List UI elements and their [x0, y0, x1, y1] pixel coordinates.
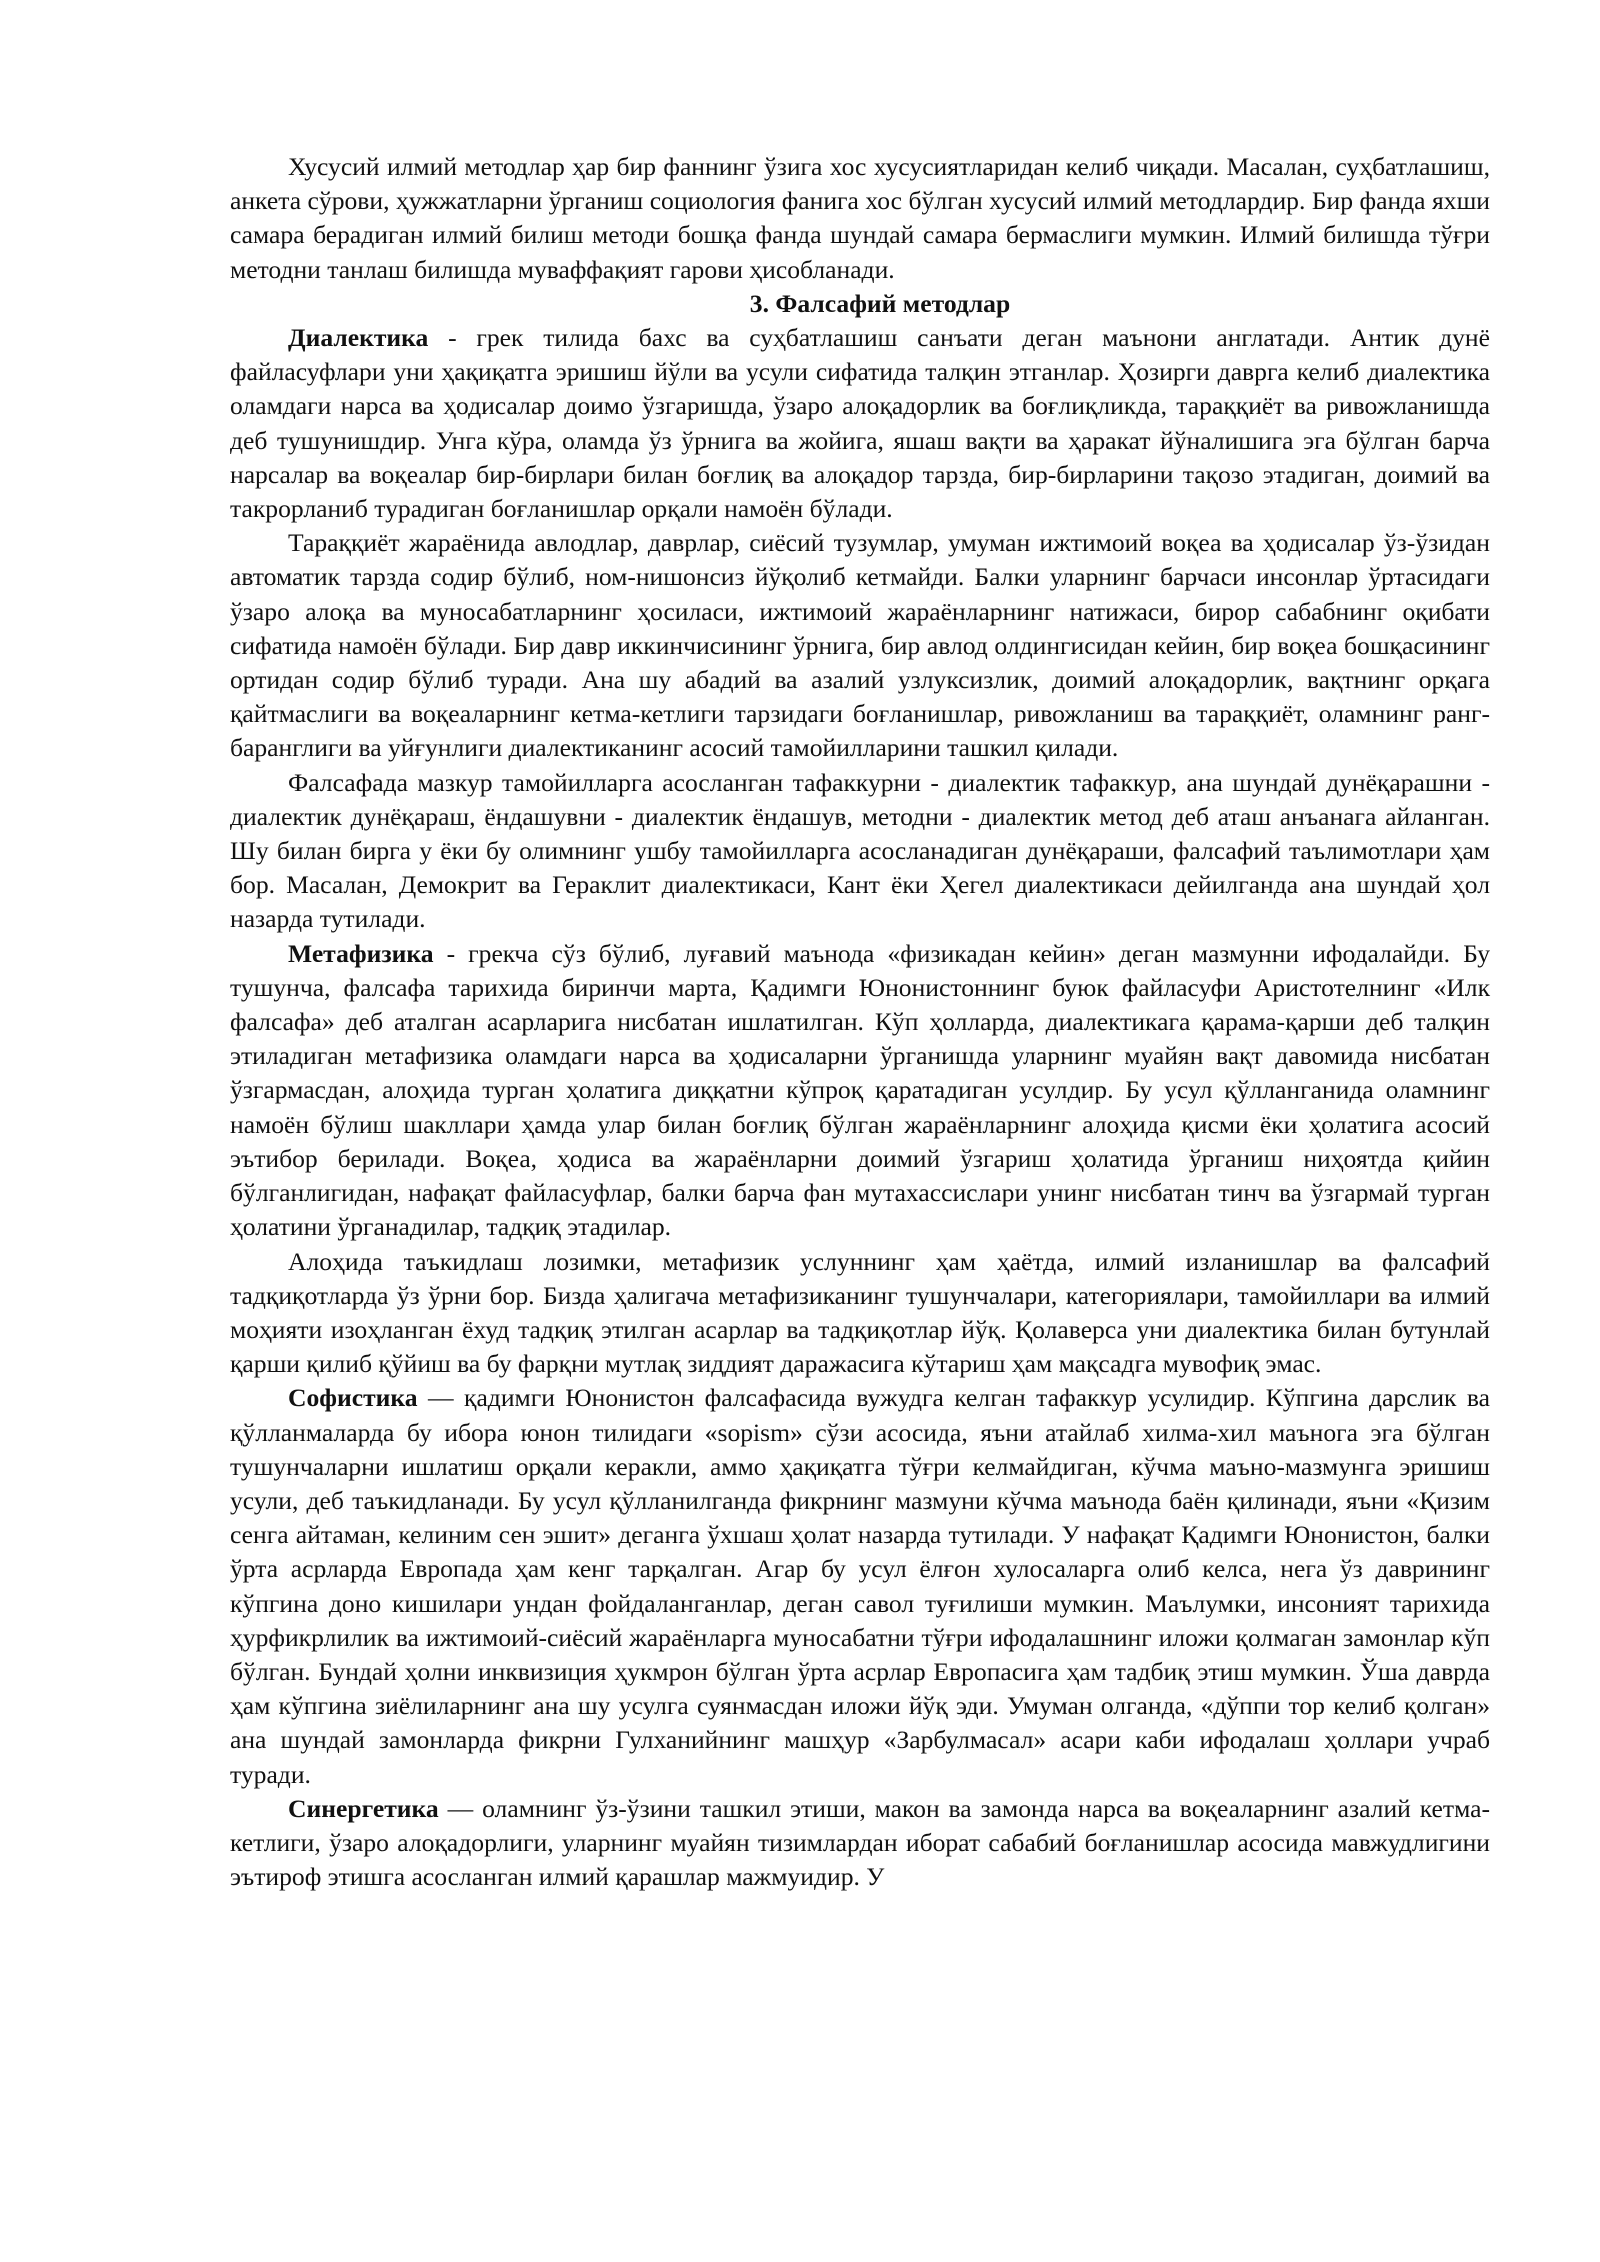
paragraph-text: — қадимги Юнонистон фалсафасида вужудга келган тафаккур усулидир. Кўпгина дарслик ва қўлланмаларда бу ибора юнон тилидаги «sopism» сўзи асосида, яъни атайлаб хилма-хил маънога эга бўлган тушунчаларни ишлатиш орқали керакли, аммо ҳақиқатга тўғри келмайдиган, кўчма маъно-мазмунга эришиш усули, деб таъкидланади. Бу усул қўлланилганда фикрнинг мазмуни кўчма маънода баён қилинади, яъни «Қизим сенга айтаман, келиним сен эшит» деганга ўхшаш ҳолат назарда тутилади. У нафақат Қадимги Юнонистон, балки ўрта асрларда Европада ҳам кенг тарқалган. Агар бу усул ёлғон хулосаларга олиб келса, нега ўз даврининг кўпгина доно кишилари ундан фойдаланганлар, деган савол туғилиши мумкин. Маълумки, инсоният тарихида ҳурфикрлилик ва ижтимоий-сиёсий жараёнларга муносабатни тўғри ифодалашнинг иложи қолмаган замонлар кўп бўлган. Бундай ҳолни инквизиция ҳукмрон бўлган ўрта асрлар Европасига ҳам тадбиқ этиш мумкин. Ўша даврда ҳам кўпгина зиёлиларнинг ана шу усулга суянмасдан иложи йўқ эди. Умуман олганда, «дўппи тор келиб қолган» ана шундай замонларда фикрни Гулханийнинг машҳур «Зарбулмасал» асари каби ифодалаш ҳоллари учраб туради. [230, 1383, 1490, 1789]
paragraph-dialectical-thinking [230, 766, 1490, 937]
paragraph-text: Алоҳида таъкидлаш лозимки, метафизик услуннинг ҳам ҳаётда, илмий изланишлар ва фалсафий тадқиқотларда ўз ўрни бор. Бизда ҳалигача метафизиканинг тушунчалари, категориялари, тамойиллари ва илмий моҳияти изоҳланган ёхуд тадқиқ этилган асарлар ва тадқиқотлар йўқ. Қолаверса уни диалектика билан бутунлай қарши қилиб қўйиш ва бу фарқни мутлақ зиддият даражасига кўтариш ҳам мақсадга мувофиқ эмас. [230, 1246, 1490, 1379]
paragraph-private-methods [230, 150, 1490, 287]
paragraph-text: - грекча сўз бўлиб, луғавий маънода «физикадан кейин» деган мазмунни ифодалайди. Бу тушунча, фалсафа тарихида биринчи марта, Қадимги Юнонистоннинг буюк файласуфи Аристотелнинг «Илк фалсафа» деб аталган асарларига нисбатан ишлатилган. Кўп ҳолларда, диалектикага қарама-қарши деб талқин этиладиган метафизика оламдаги нарса ва ҳодисаларни ўрганишда уларнинг муайян вақт давомида нисбатан ўзгармасдан, алоҳида турган ҳолатига диққатни кўпроқ қаратадиган усулдир. Бу усул қўлланганида оламнинг намоён бўлиш шакллари ҳамда улар билан боғлиқ бўлган жараёнларнинг алоҳида қисми ёки ҳолатига асосий эътибор берилади. Воқеа, ҳодиса ва жараёнларни доимий ўзгариш ҳолатида ўрганиш ниҳоятда қийин бўлганлигидан, нафақат файласуфлар, балки барча фан мутахассислари унинг нисбатан тинч ва ўзгармай турган ҳолатини ўрганадилар, тадқиқ этадилар. [230, 938, 1490, 1242]
paragraph-synergetics [230, 1792, 1490, 1895]
paragraph-dialectics [230, 321, 1490, 526]
term-sophistry: Софистика [288, 1383, 418, 1413]
paragraph-text: - грек тилида бахс ва суҳбатлашиш санъати деган маънони англатади. Антик дунё файласуфлари уни ҳақиқатга эришиш йўли ва усули сифатида талқин этганлар. Ҳозирги даврга келиб диалектика оламдаги нарса ва ҳодисалар доимо ўзгаришда, ўзаро алоқадорлик ва боғлиқликда, тараққиёт ва ривожланишда деб тушунишдир. Унга кўра, оламда ўз ўрнига ва жойига, яшаш вақти ва ҳаракат йўналишига эга бўлган барча нарсалар ва воқеалар бир-бирлари билан боғлиқ ва алоқадор тарзда, бир-бирларини тақозо этадиган, доимий ва такрорланиб турадиган боғланишлар орқали намоён бўлади. [230, 323, 1490, 524]
paragraph-text: Тараққиёт жараёнида авлодлар, даврлар, сиёсий тузумлар, умуман ижтимоий воқеа ва ҳодисалар ўз-ўзидан автоматик тарзда содир бўлиб, ном-нишонсиз йўқолиб кетмайди. Балки уларнинг барчаси инсонлар ўртасидаги ўзаро алоқа ва муносабатларнинг ҳосиласи, ижтимоий жараёнларнинг натижаси, бирор сабабнинг оқибати сифатида намоён бўлади. Бир давр иккинчисининг ўрнига, бир авлод олдингисидан кейин, бир воқеа бошқасининг ортидан содир бўлиб туради. Ана шу абадий ва азалий узлуксизлик, доимий алоқадорлик, вақтнинг орқага қайтмаслиги ва воқеаларнинг кетма-кетлиги тарзидаги боғланишлар, ривожланиш ва тараққиёт, оламнинг ранг-баранглиги ва уйғунлиги диалектиканинг асосий тамойилларини ташкил қилади. [230, 528, 1490, 763]
paragraph-text: — оламнинг ўз-ўзини ташкил этиши, макон ва замонда нарса ва воқеаларнинг азалий кетма-кетлиги, ўзаро алоқадорлиги, уларнинг муайян тизимлардан иборат сабабий боғланишлар асосида мавжудлигини эътироф этишга асосланган илмий қарашлар мажмуидир. У [230, 1793, 1490, 1892]
term-synergetics: Синергетика [288, 1793, 439, 1823]
paragraph-text: Фалсафада мазкур тамойилларга асосланган тафаккурни - диалектик тафаккур, ана шундай дунёқарашни - диалектик дунёқараш, ёндашувни - диалектик ёндашув, методни - диалектик метод деб аташ анъанага айланган. Шу билан бирга у ёки бу олимнинг ушбу тамойилларга асосланадиган дунёқараши, фалсафий таълимотлари ҳам бор. Масалан, Демокрит ва Гераклит диалектикаси, Кант ёки Ҳегел диалектикаси дейилганда ана шундай ҳол назарда тутилади. [230, 767, 1490, 934]
term-dialectics: Диалектика [288, 323, 429, 353]
paragraph-metaphysics [230, 937, 1490, 1245]
paragraph-metaphysics-note [230, 1245, 1490, 1382]
document-page [230, 150, 1490, 1894]
section-heading: 3. Фалсафий методлар [749, 288, 1011, 318]
paragraph-development [230, 526, 1490, 765]
paragraph-text: Хусусий илмий методлар ҳар бир фаннинг ўзига хос хусусиятларидан келиб чиқади. Масалан, суҳбатлашиш, анкета сўрови, ҳужжатларни ўрганиш социология фанига хос бўлган хусусий илмий методлардир. Бир фанда яхши самара берадиган илмий билиш методи бошқа фанда шундай самара бермаслиги мумкин. Илмий билишда тўғри методни танлаш билишда муваффақият гарови ҳисобланади. [230, 152, 1490, 284]
paragraph-sophistry [230, 1381, 1490, 1791]
term-metaphysics: Метафизика [288, 938, 434, 968]
